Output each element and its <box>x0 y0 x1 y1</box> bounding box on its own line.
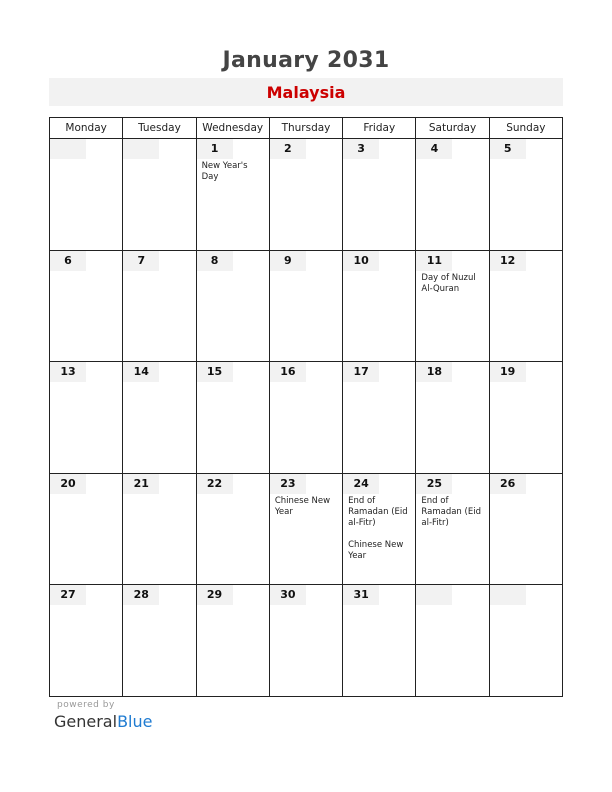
week-row <box>50 250 563 362</box>
week-row <box>50 585 563 697</box>
day-number: 31 <box>343 585 379 605</box>
day-number: 1 <box>197 139 233 159</box>
day-number: 13 <box>50 362 86 382</box>
weekday-thursday: Thursday <box>269 118 342 139</box>
day-cell <box>196 585 269 697</box>
logo-blue: Blue <box>117 712 153 731</box>
day-cell <box>269 473 342 585</box>
day-number: 17 <box>343 362 379 382</box>
day-cell <box>343 585 416 697</box>
weekday-friday: Friday <box>343 118 416 139</box>
day-number: 6 <box>50 251 86 271</box>
day-number: 27 <box>50 585 86 605</box>
day-number: 14 <box>123 362 159 382</box>
day-number: 26 <box>490 474 526 494</box>
day-cell <box>123 250 196 362</box>
holiday-label: Day of Nuzul Al-Quran <box>421 272 476 294</box>
day-number: 24 <box>343 474 379 494</box>
weekday-sunday: Sunday <box>489 118 562 139</box>
empty-day-cell <box>123 139 196 251</box>
day-number: 11 <box>416 251 452 271</box>
day-cell <box>50 362 123 474</box>
day-cell <box>269 362 342 474</box>
day-cell <box>489 362 562 474</box>
powered-by-label: powered by <box>57 700 115 710</box>
holiday-label: New Year's Day <box>201 161 248 182</box>
day-cell <box>196 139 269 251</box>
day-number: 25 <box>416 474 452 494</box>
week-row <box>50 473 563 585</box>
day-cell <box>123 473 196 585</box>
day-number: 4 <box>416 139 452 159</box>
country-name: Malaysia <box>266 83 346 102</box>
day-number: 3 <box>343 139 379 159</box>
calendar-grid <box>49 117 563 697</box>
holiday-label: Chinese New Year <box>348 539 404 561</box>
day-cell <box>489 250 562 362</box>
day-number: 15 <box>197 362 233 382</box>
holiday-label: Chinese New Year <box>274 495 331 517</box>
day-cell <box>343 250 416 362</box>
day-number: 28 <box>123 585 159 605</box>
day-number: 21 <box>123 474 159 494</box>
day-number: 23 <box>270 474 306 494</box>
weekday-monday: Monday <box>50 118 123 139</box>
day-cell <box>269 139 342 251</box>
day-cell <box>50 473 123 585</box>
holiday-label: End of Ramadan (Eid al-Fitr) <box>421 495 481 528</box>
weekday-header-row <box>50 118 563 139</box>
day-number: 5 <box>490 139 526 159</box>
holiday-label: End of Ramadan (Eid al-Fitr) <box>348 495 408 528</box>
calendar-title: January 2031 <box>222 48 390 73</box>
day-cell <box>343 362 416 474</box>
empty-day-cell <box>489 585 562 697</box>
day-cell <box>196 473 269 585</box>
day-cell <box>196 362 269 474</box>
day-number: 19 <box>490 362 526 382</box>
day-number <box>123 139 159 159</box>
day-cell <box>123 585 196 697</box>
generalblue-logo[interactable] <box>54 712 152 731</box>
day-number: 2 <box>270 139 306 159</box>
empty-day-cell <box>416 585 489 697</box>
day-number: 8 <box>197 251 233 271</box>
day-number <box>50 139 86 159</box>
day-cell <box>343 473 416 585</box>
weekday-tuesday: Tuesday <box>123 118 196 139</box>
day-cell <box>489 139 562 251</box>
day-number <box>490 585 526 605</box>
day-number: 10 <box>343 251 379 271</box>
weekday-saturday: Saturday <box>416 118 489 139</box>
day-cell <box>343 139 416 251</box>
day-cell <box>269 250 342 362</box>
day-cell <box>50 250 123 362</box>
day-cell <box>196 250 269 362</box>
logo-general: General <box>54 712 118 731</box>
day-number: 12 <box>490 251 526 271</box>
day-number <box>416 585 452 605</box>
day-cell <box>123 362 196 474</box>
day-number: 29 <box>197 585 233 605</box>
day-cell <box>416 139 489 251</box>
day-cell <box>416 250 489 362</box>
day-number: 22 <box>197 474 233 494</box>
day-number: 7 <box>123 251 159 271</box>
empty-day-cell <box>50 139 123 251</box>
day-cell <box>416 362 489 474</box>
week-row <box>50 362 563 474</box>
day-number: 16 <box>270 362 306 382</box>
weekday-wednesday: Wednesday <box>196 118 269 139</box>
calendar-body <box>50 139 563 697</box>
day-number: 20 <box>50 474 86 494</box>
day-cell <box>269 585 342 697</box>
day-number: 9 <box>270 251 306 271</box>
week-row <box>50 139 563 251</box>
day-cell <box>416 473 489 585</box>
day-cell <box>489 473 562 585</box>
day-number: 18 <box>416 362 452 382</box>
country-banner <box>49 78 563 106</box>
day-number: 30 <box>270 585 306 605</box>
day-cell <box>50 585 123 697</box>
